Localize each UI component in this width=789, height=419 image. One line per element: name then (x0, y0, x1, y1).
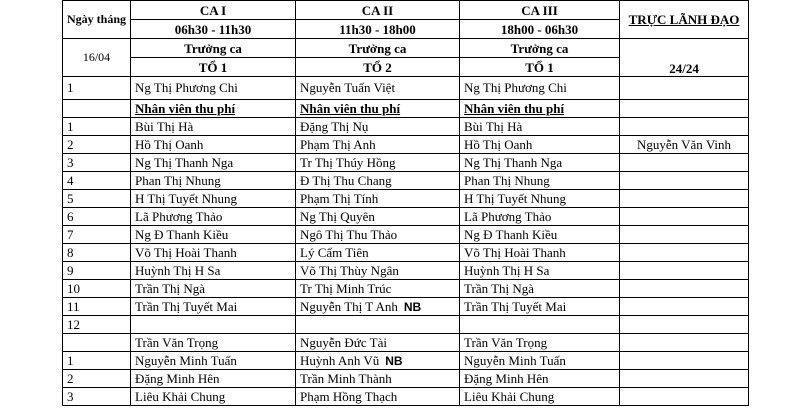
shift-3-staff (460, 154, 620, 172)
shift-1-staff (131, 388, 296, 406)
staff-row-number (63, 190, 131, 208)
shift-3-staff-text: H Thị Tuyết Nhung (464, 190, 566, 206)
shift-2-staff (296, 208, 460, 226)
shift-1-name: CA I (131, 1, 296, 20)
staff-heading-number (63, 100, 131, 118)
shift-1-staff (131, 208, 296, 226)
duty-leader-name (620, 154, 749, 172)
shift-2-time: 11h30 - 18h00 (296, 20, 460, 39)
staff-row-number (63, 118, 131, 136)
shift-1-leader-label: Trưởng ca (131, 39, 296, 58)
shift-3-staff-text: Nguyễn Minh Tuấn (464, 352, 566, 368)
staff-row (63, 244, 749, 262)
shift-1-staff-text: Huỳnh Thị H Sa (135, 262, 221, 278)
shift-1-staff-text: H Thị Tuyết Nhung (135, 190, 237, 206)
staff-row-number-text: 4 (67, 172, 74, 188)
shift-1-team: TỔ 1 (131, 58, 296, 77)
shift-3-staff (460, 262, 620, 280)
shift-1-staff-text: Ng Thị Thanh Nga (135, 154, 234, 170)
shift-2-staff (296, 280, 460, 298)
staff-heading-duty (620, 100, 749, 118)
shift-2-staff-text: Phạm Thị Tính (300, 190, 379, 206)
staff-row (63, 118, 749, 136)
shift-2-staff (296, 370, 460, 388)
shift-3-staff-text: Lã Phương Thảo (464, 208, 552, 224)
staff-row-number-text: 6 (67, 208, 74, 224)
shift-1-staff (131, 316, 296, 334)
shift-3-staff-text: Trần Thị Ngà (464, 280, 535, 296)
shift-3-name: CA III (460, 1, 620, 20)
staff-row (63, 370, 749, 388)
shift-3-staff (460, 370, 620, 388)
staff-row-number-text: 11 (67, 298, 80, 314)
duty-roster-table (62, 0, 749, 406)
shift-1-staff-text: Bùi Thị Hà (135, 118, 194, 134)
shift-3-staff-text: Võ Thị Hoài Thanh (464, 244, 566, 260)
staff-row (63, 136, 749, 154)
staff-row (63, 316, 749, 334)
shift-3-team: TỔ 1 (460, 58, 620, 77)
shift-2-staff-text: Ng Thị Quyên (300, 208, 375, 224)
staff-row-number-text: 12 (67, 316, 80, 332)
shift-3-staff (460, 316, 620, 334)
shift-2-staff-text: Tr Thị Thúy Hồng (300, 154, 396, 170)
shift-2-staff (296, 226, 460, 244)
shift-1-staff-text: Võ Thị Hoài Thanh (135, 244, 237, 260)
staff-row-number-text: 8 (67, 244, 74, 260)
duty-leader-name (620, 208, 749, 226)
staff-row-number (63, 226, 131, 244)
shift-1-staff (131, 190, 296, 208)
duty-leader-name (620, 244, 749, 262)
shift-3-staff (460, 298, 620, 316)
shift-3-staff (460, 388, 620, 406)
shift-2-staff-text: Đặng Thị Nụ (300, 118, 369, 134)
staff-row-number-text: 10 (67, 280, 80, 296)
duty-hours: 24/24 (620, 39, 749, 77)
shift-1-staff-text: Liêu Khải Chung (135, 388, 226, 404)
shift-2-staff-text: Lý Cẩm Tiên (300, 244, 369, 260)
shift-2-staff (296, 388, 460, 406)
shift-3-staff (460, 280, 620, 298)
staff-row-number (63, 244, 131, 262)
shift-1-staff-text: Trần Thị Tuyết Mai (135, 298, 238, 314)
shift-2-staff (296, 118, 460, 136)
shift-1-staff (131, 352, 296, 370)
shift-1-staff (131, 262, 296, 280)
shift-3-staff-text: Liêu Khải Chung (464, 388, 555, 404)
staff-row-number (63, 316, 131, 334)
note-badge: NB (385, 353, 403, 368)
shift-1-staff-text: Lã Phương Thảo (135, 208, 223, 224)
shift-2-staff (296, 316, 460, 334)
duty-leader-name (620, 388, 749, 406)
shift-2-staff-text: Phạm Hồng Thạch (300, 388, 398, 404)
shift-1-time: 06h30 - 11h30 (131, 20, 296, 39)
shift-1-staff (131, 118, 296, 136)
shift-2-staff (296, 136, 460, 154)
duty-leader-name (620, 136, 749, 154)
duty-leader-name (620, 352, 749, 370)
shift-1-staff (131, 370, 296, 388)
staff-row-number (63, 262, 131, 280)
staff-row-number-text: 9 (67, 262, 74, 278)
shift-2-staff-heading: Nhân viên thu phí (296, 100, 460, 118)
staff-row-number (63, 172, 131, 190)
shift-3-staff-text: Trần Thị Tuyết Mai (464, 298, 567, 314)
shift-3-leader: Ng Thị Phương Chi (460, 77, 620, 100)
staff-heading-row (63, 100, 749, 118)
shift-2-staff (296, 244, 460, 262)
note-badge: NB (403, 299, 422, 314)
staff-row (63, 352, 749, 370)
staff-row (63, 208, 749, 226)
shift-3-staff (460, 118, 620, 136)
shift-1-staff (131, 244, 296, 262)
staff-row-number (63, 208, 131, 226)
leader-row-number: 1 (63, 77, 131, 100)
duty-leader-name (620, 172, 749, 190)
shift-2-leader-label: Trưởng ca (296, 39, 460, 58)
shift-1-staff-text: Đặng Minh Hên (135, 370, 220, 386)
staff-row-number (63, 388, 131, 406)
shift-3-staff-text: Huỳnh Thị H Sa (464, 262, 550, 278)
shift-2-staff-text: Võ Thị Thùy Ngân (300, 262, 399, 278)
duty-leader-name (620, 118, 749, 136)
shift-3-staff (460, 208, 620, 226)
duty-leader-name (620, 280, 749, 298)
shift-2-team: TỔ 2 (296, 58, 460, 77)
shift-3-staff (460, 226, 620, 244)
staff-row-number (63, 298, 131, 316)
shift-2-staff (296, 352, 460, 370)
staff-row-number (63, 370, 131, 388)
shift-2-staff-text: Đ Thị Thu Chang (300, 172, 392, 188)
shift-1-staff-text: Nguyễn Minh Tuấn (135, 352, 237, 368)
staff-row-number-text: 5 (67, 190, 74, 206)
shift-1-staff (131, 298, 296, 316)
staff-row-number (63, 334, 131, 352)
shift-1-staff (131, 334, 296, 352)
duty-leader-name (620, 226, 749, 244)
shift-2-leader: Nguyễn Tuấn Việt (296, 77, 460, 100)
duty-leader-name (620, 190, 749, 208)
shift-3-staff (460, 172, 620, 190)
shift-2-staff-text: Ngô Thị Thu Thảo (300, 226, 398, 242)
shift-1-staff (131, 136, 296, 154)
shift-1-staff (131, 172, 296, 190)
duty-leader-name (620, 316, 749, 334)
shift-1-staff-text: Ng Đ Thanh Kiều (135, 226, 229, 242)
shift-1-staff (131, 280, 296, 298)
shift-3-staff-text: Đặng Minh Hên (464, 370, 549, 386)
staff-row-number-text: 3 (67, 388, 74, 404)
shift-3-staff (460, 190, 620, 208)
shift-3-staff-text: Ng Thị Thanh Nga (464, 154, 563, 170)
staff-row (63, 172, 749, 190)
shift-2-staff (296, 298, 460, 316)
staff-row-number (63, 154, 131, 172)
shift-2-staff (296, 154, 460, 172)
staff-row-number-text: 3 (67, 154, 74, 170)
leader-row (63, 77, 749, 100)
staff-row (63, 154, 749, 172)
shift-2-staff-text: Trần Minh Thành (300, 370, 392, 386)
staff-row (63, 226, 749, 244)
shift-3-leader-label: Trưởng ca (460, 39, 620, 58)
shift-3-staff-text: Bùi Thị Hà (464, 118, 523, 134)
staff-row (63, 298, 749, 316)
shift-3-staff-text: Trần Văn Trọng (464, 334, 548, 350)
shift-3-staff-text: Phan Thị Nhung (464, 172, 550, 188)
duty-leader-name (620, 334, 749, 352)
shift-1-staff-heading: Nhân viên thu phí (131, 100, 296, 118)
shift-3-staff-heading: Nhân viên thu phí (460, 100, 620, 118)
staff-row (63, 388, 749, 406)
shift-2-staff (296, 172, 460, 190)
shift-1-staff (131, 226, 296, 244)
shift-2-staff (296, 334, 460, 352)
shift-3-staff (460, 334, 620, 352)
duty-leader-name (620, 298, 749, 316)
duty-leader-title: TRỰC LÃNH ĐẠO (620, 1, 749, 39)
shift-3-staff-text: Hồ Thị Oanh (464, 136, 533, 152)
shift-1-staff-text: Trần Văn Trọng (135, 334, 219, 350)
staff-row-number-text: 1 (67, 118, 74, 134)
shift-1-staff-text: Phan Thị Nhung (135, 172, 221, 188)
shift-2-staff-text: Huỳnh Anh Vũ (300, 352, 380, 368)
shift-3-staff (460, 352, 620, 370)
header-row-leader-label (63, 39, 749, 58)
shift-1-staff-text: Hồ Thị Oanh (135, 136, 204, 152)
staff-row (63, 190, 749, 208)
shift-3-staff (460, 136, 620, 154)
roster-body (63, 1, 749, 406)
shift-3-time: 18h00 - 06h30 (460, 20, 620, 39)
shift-1-staff-text: Trần Thị Ngà (135, 280, 206, 296)
shift-2-staff (296, 190, 460, 208)
staff-row-number-text: 2 (67, 136, 74, 152)
staff-row (63, 262, 749, 280)
shift-2-name: CA II (296, 1, 460, 20)
date-column-header: Ngày tháng (63, 1, 131, 39)
staff-row-number (63, 136, 131, 154)
duty-leader-name (620, 370, 749, 388)
staff-row-number-text: 2 (67, 370, 74, 386)
shift-2-staff-text: Phạm Thị Anh (300, 136, 376, 152)
shift-1-staff (131, 154, 296, 172)
staff-row (63, 280, 749, 298)
duty-leader-name (620, 262, 749, 280)
shift-2-staff-text: Nguyễn Đức Tài (300, 334, 387, 350)
staff-row-number (63, 280, 131, 298)
staff-row-number (63, 352, 131, 370)
staff-row (63, 334, 749, 352)
date-value: 16/04 (63, 39, 131, 77)
staff-row-number-text: 7 (67, 226, 74, 242)
header-row-shift (63, 1, 749, 20)
shift-2-staff-text: Tr Thị Minh Trúc (300, 280, 392, 296)
leader-row-duty (620, 77, 749, 100)
shift-3-staff (460, 244, 620, 262)
duty-leader-name-text: Nguyễn Văn Vinh (636, 136, 732, 152)
shift-2-staff (296, 262, 460, 280)
shift-1-leader: Ng Thị Phương Chi (131, 77, 296, 100)
staff-row-number-text: 1 (67, 352, 74, 368)
shift-3-staff-text: Ng Đ Thanh Kiều (464, 226, 558, 242)
shift-2-staff-text: Nguyễn Thị T Anh (300, 298, 398, 314)
